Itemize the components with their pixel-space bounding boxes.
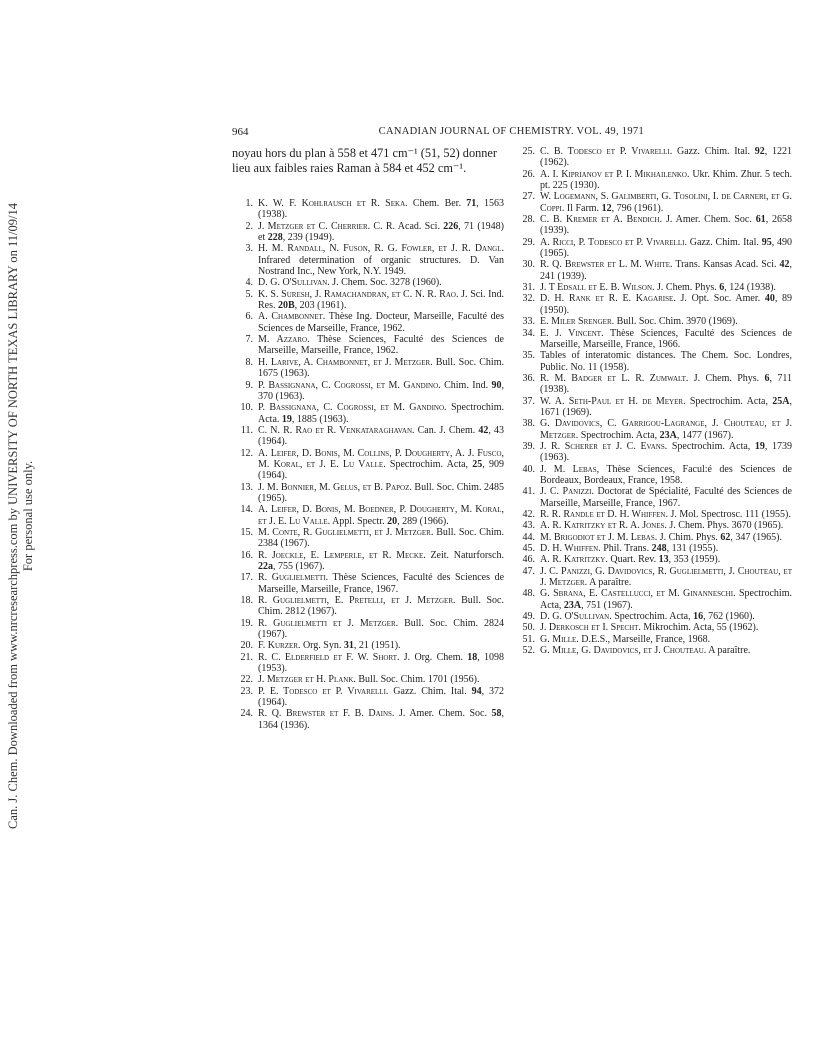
reference-volume: 228 — [267, 232, 283, 244]
reference-text: Tables of interatomic distances. The Chem. Soc. Londres, Public. No. 11 (1958). — [540, 350, 792, 373]
reference-entry — [514, 532, 792, 543]
reference-text: . J. Chim. Phys. — [654, 531, 721, 543]
reference-volume: 20B — [278, 300, 295, 312]
reference-text: . Chim. Ind. — [438, 379, 492, 391]
reference-text: . D.E.S., Marseille, France, 1968. — [576, 633, 711, 645]
reference-authors: K. W. F. Kohlrausch et R. Seka — [258, 198, 406, 209]
reference-text: . J. Org. Chem. — [397, 651, 468, 663]
reference-number: 9. — [245, 379, 253, 391]
reference-entry — [514, 373, 792, 396]
reference-text: . Bull. Soc. Chim. 2824 (1967). — [258, 617, 504, 641]
reference-authors: R. C. Elderfield et F. W. Short — [258, 651, 398, 663]
reference-number: 40. — [522, 463, 535, 475]
reference-text: . Bull. Soc. Chim. 2485 (1965). — [258, 481, 504, 504]
reference-authors: M. Azzaro — [258, 334, 308, 346]
reference-authors: R. M. Badger et L. R. Zumwalt — [540, 372, 686, 384]
reference-authors: F. Kurzer — [258, 640, 298, 652]
reference-entry — [232, 357, 504, 380]
reference-number: 46. — [522, 554, 535, 566]
left-column — [232, 146, 504, 731]
reference-text: . Thèse Ing. Docteur, Marseille, Faculté des Sciences de Marseille, France, 1962. — [258, 311, 504, 334]
reference-authors: C. N. R. Rao et R. Venkataraghavan — [258, 424, 413, 436]
reference-text: . Spectrochim. Acta, — [664, 440, 755, 452]
reference-number: 51. — [522, 633, 535, 645]
reference-number: 13. — [240, 481, 253, 493]
reference-text: . Il Farm. — [561, 202, 602, 214]
reference-number: 50. — [522, 622, 535, 634]
reference-entry — [514, 146, 792, 169]
reference-text: . J. Opt. Soc. Amer. — [673, 293, 765, 305]
reference-volume: 31 — [343, 640, 354, 652]
reference-entry — [232, 311, 504, 334]
reference-entry — [514, 645, 792, 656]
reference-authors: K. S. Suresh, J. Ramachandran, et C. N. R. Rao — [258, 288, 456, 300]
reference-volume: 42 — [478, 424, 489, 436]
reference-text: . Ukr. Khim. Zhur. 5 tech. pt. 225 (1930). — [540, 168, 792, 192]
reference-authors: P. E. Todesco et P. Vivarelli — [258, 685, 386, 697]
reference-text: . Gazz. Chim. Ital. — [684, 236, 762, 248]
reference-text: . Can. J. Chem. — [412, 424, 479, 436]
reference-entry — [232, 652, 504, 675]
reference-volume: 90 — [491, 379, 502, 391]
reference-volume: 42 — [779, 259, 790, 271]
reference-text: . Spectrochim. Acta, — [683, 395, 773, 407]
reference-authors: D. G. O'Sullivan — [540, 611, 610, 623]
reference-text: . Spectrochim. Acta, — [383, 458, 473, 470]
reference-number: 19. — [240, 617, 253, 629]
reference-text: , 1885 (1963). — [291, 413, 349, 425]
reference-text: . J. Chem. Phys. — [685, 372, 765, 384]
reference-number: 6. — [245, 311, 253, 323]
reference-text: . Infrared determination of organic structures. D. Van Nostrand Inc., New York, N.Y. 1949. — [258, 243, 504, 278]
reference-authors: G. Mille — [540, 633, 577, 645]
reference-number: 4. — [245, 277, 253, 289]
reference-authors: G. Davidovics, C. Garrigou-Lagrange, J. Chouteau, et J. Metzger — [540, 418, 792, 441]
reference-authors: J. Metzger et C. Cherrier — [258, 220, 368, 232]
reference-entry — [514, 441, 792, 464]
reference-text: . Spectrochim. Acta, — [540, 588, 792, 611]
reference-text: . Mikrochim. Acta, 55 (1962). — [638, 622, 759, 634]
reference-authors: J. R. Scherer et J. C. Evans — [540, 440, 665, 452]
reference-entry — [232, 572, 504, 595]
reference-entry — [514, 554, 792, 565]
reference-authors: C. B. Kremer et A. Bendich — [540, 214, 660, 226]
reference-authors: H. M. Randall, N. Fuson, R. G. Fowler, et J. R. Dangl — [258, 243, 502, 255]
reference-volume: 6 — [719, 282, 725, 294]
reference-entry — [514, 282, 792, 293]
reference-number: 1. — [245, 198, 253, 209]
reference-number: 23. — [240, 685, 253, 697]
reference-number: 7. — [245, 334, 253, 346]
reference-number: 48. — [522, 588, 535, 600]
reference-number: 32. — [522, 293, 535, 305]
reference-text: , 796 (1961). — [611, 202, 664, 214]
reference-number: 12. — [240, 447, 253, 459]
reference-authors: H. Larive, A. Chambonnet, et J. Metzger — [258, 356, 431, 368]
reference-text: . Gazz. Chim. Ital. — [385, 685, 472, 697]
reference-text: , 239 (1949). — [282, 232, 335, 244]
reference-authors: D. G. O'Sullivan — [258, 277, 328, 289]
reference-text: . Thèse Sciences, Faculté des Sciences de Marseille, Marseille, France, 1966. — [540, 327, 792, 350]
reference-text: , 909 (1964). — [258, 458, 504, 482]
reference-entry — [232, 482, 504, 505]
reference-number: 25. — [522, 146, 535, 157]
reference-authors: J. Derkosch et I. Specht — [540, 622, 639, 634]
reference-volume: 226 — [443, 220, 459, 232]
reference-entry — [232, 550, 504, 573]
download-watermark — [6, 186, 40, 846]
reference-authors: J. T Edsall et E. B. Wilson — [540, 282, 653, 294]
reference-text: , 751 (1967). — [581, 599, 633, 611]
reference-volume: 25 — [472, 458, 483, 470]
reference-entry — [514, 328, 792, 351]
reference-number: 43. — [522, 520, 535, 532]
reference-number: 18. — [240, 595, 253, 607]
reference-text: , 2658 (1939). — [540, 214, 793, 237]
reference-text: , 762 (1960). — [703, 611, 755, 623]
reference-entry — [514, 611, 792, 622]
reference-volume: 61 — [755, 214, 766, 226]
reference-text: . J. Amer. Chem. Soc. — [659, 214, 756, 226]
reference-entry — [514, 543, 792, 554]
reference-volume: 12 — [601, 202, 612, 214]
reference-number: 44. — [522, 531, 535, 543]
reference-volume: 92 — [754, 146, 765, 157]
body-paragraph: noyau hors du plan à 558 et 471 cm⁻¹ (51, 52) donner lieu aux faibles raies Raman à 584 et 452 cm⁻¹. — [232, 146, 497, 175]
reference-volume: 62 — [720, 531, 731, 543]
reference-authors: A. I. Kiprianov et P. I. Mikhailenko — [540, 168, 687, 180]
reference-authors: A. R. Katritzky et R. A. Jones — [540, 520, 665, 532]
reference-number: 27. — [522, 191, 535, 203]
reference-text: , 203 (1961). — [294, 300, 347, 312]
personal-use-notice: For personal use only. — [21, 460, 35, 572]
reference-number: 16. — [240, 549, 253, 561]
reference-number: 38. — [522, 418, 535, 430]
reference-authors: A. R. Katritzky — [540, 554, 606, 566]
reference-entry — [514, 293, 792, 316]
reference-authors: M. Conte, R. Guglielmetti, et J. Metzger — [258, 526, 431, 538]
reference-volume: 94 — [471, 685, 482, 697]
reference-text: , 21 (1951). — [353, 640, 401, 652]
reference-entry — [514, 622, 792, 633]
reference-entry — [232, 448, 504, 482]
reference-text: , 347 (1965). — [730, 531, 782, 543]
reference-entry — [232, 618, 504, 641]
reference-entry — [514, 396, 792, 419]
right-column — [514, 146, 792, 656]
reference-entry — [232, 380, 504, 403]
reference-volume: 6 — [764, 372, 770, 384]
journal-title: CANADIAN JOURNAL OF CHEMISTRY. VOL. 49, 1971 — [378, 126, 644, 137]
reference-entry — [514, 486, 792, 509]
reference-text: . A paraître. — [584, 577, 632, 589]
reference-authors: R. R. Randle et D. H. Whiffen — [540, 509, 666, 520]
reference-text: . Quart. Rev. — [605, 554, 659, 566]
reference-entry — [232, 425, 504, 448]
reference-authors: M. Brigodiot et J. M. Lebas — [540, 531, 655, 543]
reference-entry — [514, 237, 792, 260]
reference-text: . Doctorat de Spécialité, Faculté des Sciences de Marseille, Marseille, France, 1967. — [540, 486, 792, 509]
reference-volume: 19 — [281, 413, 292, 425]
reference-volume: 40 — [764, 293, 775, 305]
reference-list-left — [232, 198, 504, 731]
reference-entry — [514, 350, 792, 373]
reference-entry — [514, 214, 792, 237]
reference-text: . Thèse Sciences, Faculté des Sciences de Marseille, Marseille, France, 1962. — [258, 334, 504, 357]
reference-authors: J. C. Panizzi — [540, 486, 592, 498]
reference-text: , 1671 (1969). — [540, 395, 792, 418]
reference-text: . Phil. Trans. — [598, 543, 652, 555]
reference-authors: D. H. Whiffen — [540, 543, 599, 555]
reference-entry — [232, 334, 504, 357]
reference-authors: C. B. Todesco et P. Vivarelli — [540, 146, 670, 157]
reference-authors: A. Leifer, D. Bonis, M. Collins, P. Dougherty, A. J. Fusco, M. Koral, et J. E. Lu Valle — [258, 447, 504, 470]
reference-text: , 372 (1964). — [258, 685, 505, 709]
reference-text: , 490 (1965). — [540, 236, 792, 260]
reference-entry — [514, 509, 792, 520]
reference-text: . Spectrochim. Acta, — [575, 429, 660, 441]
reference-entry — [514, 520, 792, 531]
reference-text: , 1221 (1962). — [540, 146, 793, 169]
reference-number: 22. — [240, 674, 253, 686]
reference-text: . J. Sci. Ind. Res. — [258, 288, 504, 312]
reference-entry — [514, 169, 792, 192]
reference-text: . Spectrochim. Acta, — [609, 611, 694, 623]
reference-number: 52. — [522, 645, 535, 657]
reference-text: , 1364 (1936). — [258, 708, 504, 731]
reference-number: 10. — [240, 402, 253, 414]
reference-entry — [232, 289, 504, 312]
reference-number: 37. — [522, 395, 535, 407]
reference-volume: 23A — [659, 429, 677, 441]
reference-number: 24. — [240, 708, 253, 720]
reference-text: . J. Amer. Chem. Soc. — [391, 708, 492, 720]
reference-number: 39. — [522, 440, 535, 452]
reference-volume: 13 — [658, 554, 669, 566]
reference-text: , 289 (1966). — [397, 515, 449, 527]
reference-text: . J. Mol. Spectrosc. 111 (1955). — [665, 509, 791, 520]
reference-text: , 124 (1938). — [724, 282, 776, 294]
reference-volume: 58 — [491, 708, 502, 720]
reference-text: . Bull. Soc. Chim. 1701 (1956). — [353, 674, 480, 686]
reference-text: . Zeit. Naturforsch. — [423, 549, 504, 561]
reference-entry — [232, 198, 504, 221]
reference-entry — [232, 674, 504, 685]
reference-number: 26. — [522, 168, 535, 180]
reference-text: . A paraître. — [703, 645, 751, 657]
reference-authors: A. Ricci, P. Todesco et P. Vivarelli — [540, 236, 685, 248]
reference-authors: W. Logemann, S. Galimberti, G. Tosolini, I. de Carneri, et G. Coppi — [540, 191, 792, 214]
reference-entry — [232, 243, 504, 277]
reference-text: . J. Chem. Soc. 3278 (1960). — [327, 277, 442, 289]
reference-number: 28. — [522, 214, 535, 226]
reference-text: . J. Chem. Phys. 3670 (1965). — [664, 520, 784, 532]
reference-authors: R. Q. Brewster et L. M. White — [540, 259, 671, 271]
reference-entry — [232, 504, 504, 527]
reference-list-right — [514, 146, 792, 656]
download-notice-line: Can. J. Chem. Downloaded from www.nrcresearchpress.com by UNIVERSITY OF NORTH TEXAS LIBRARY on 11/09/14 — [6, 203, 20, 829]
reference-authors: J. M. Lebas — [540, 463, 597, 475]
reference-number: 35. — [522, 350, 535, 362]
reference-authors: A. Chambonnet — [258, 311, 323, 323]
reference-text: . Chem. Ber. — [405, 198, 467, 209]
reference-authors: G. Mille, G. Davidovics, et J. Chouteau — [540, 645, 704, 657]
reference-text: , 353 (1959). — [668, 554, 721, 566]
reference-authors: G. Sbrana, E. Castellucci, et M. Ginanneschi — [540, 588, 734, 600]
reference-text: , 89 (1950). — [540, 293, 793, 316]
reference-number: 14. — [240, 504, 253, 516]
reference-text: , 1563 (1938). — [258, 198, 505, 221]
reference-text: , 43 (1964). — [258, 424, 505, 448]
reference-authors: J. Metzger et H. Plank — [258, 674, 354, 686]
reference-text: , 71 (1948) et — [258, 220, 504, 244]
reference-authors: R. Q. Brewster et F. B. Dains — [258, 708, 392, 720]
reference-authors: A. Leifer, D. Bonis, M. Boedner, P. Dougherty, M. Koral, et J. E. Lu Valle — [258, 504, 504, 527]
reference-number: 8. — [245, 356, 253, 368]
reference-volume: 18 — [467, 651, 478, 663]
reference-number: 20. — [240, 640, 253, 652]
reference-number: 29. — [522, 236, 535, 248]
reference-text: , 1739 (1963). — [540, 440, 792, 464]
reference-entry — [514, 634, 792, 645]
reference-entry — [514, 418, 792, 441]
reference-volume: 248 — [651, 543, 667, 555]
reference-text: , 241 (1939). — [540, 259, 792, 282]
reference-entry — [232, 402, 504, 425]
reference-authors: R. Guglielmetti — [258, 572, 326, 584]
reference-number: 31. — [522, 282, 535, 294]
reference-authors: J. C. Panizzi, G. Davidovics, R. Guglielmetti, J. Chouteau, et J. Metzger — [540, 565, 792, 589]
reference-text: . Bull. Soc. Chim. 2812 (1967). — [258, 595, 504, 618]
reference-text: . Appl. Spectr. — [327, 515, 388, 527]
reference-number: 5. — [245, 288, 253, 300]
reference-authors: D. H. Rank et R. E. Kagarise — [540, 293, 674, 305]
running-header — [232, 126, 644, 140]
reference-text: . Bull. Soc. Chim. 2384 (1967). — [258, 526, 505, 550]
reference-authors: R. Guglielmetti, E. Pretelli, et J. Metzger — [258, 595, 454, 607]
reference-text: . Thèse Sciences, Faculté des Sciences de Marseille, Marseille, France, 1967. — [258, 572, 505, 595]
reference-number: 36. — [522, 372, 535, 384]
reference-authors: P. Bassignana, C. Cogrossi, et M. Gandino — [258, 402, 445, 414]
reference-number: 11. — [240, 424, 253, 436]
reference-authors: W. A. Seth-Paul et H. de Meyer — [540, 395, 684, 407]
reference-number: 33. — [522, 316, 535, 328]
reference-text: , 711 (1938). — [540, 372, 793, 396]
reference-entry — [232, 708, 504, 731]
reference-entry — [232, 527, 504, 550]
reference-volume: 20 — [387, 515, 398, 527]
reference-volume: 16 — [693, 611, 704, 623]
reference-authors: R. Guglielmetti et J. Metzger — [258, 617, 396, 629]
reference-entry — [514, 464, 792, 487]
reference-authors: J. M. Bonnier, M. Gelus, et B. Papoz — [258, 481, 410, 493]
reference-entry — [232, 686, 504, 709]
reference-text: . Gazz. Chim. Ital. — [669, 146, 755, 157]
reference-volume: 95 — [761, 236, 772, 248]
reference-number: 15. — [240, 526, 253, 538]
reference-number: 3. — [245, 243, 253, 255]
reference-entry — [232, 221, 504, 244]
reference-number: 42. — [522, 509, 535, 520]
page-number: 964 — [232, 126, 249, 138]
reference-number: 34. — [522, 327, 535, 339]
reference-entry — [232, 277, 504, 288]
reference-text: , Thèse Sciences, Facul:é des Sciences de Bordeaux, Bordeaux, France, 1958. — [540, 463, 792, 486]
reference-text: . Spectrochim. Acta. — [258, 402, 504, 425]
reference-volume: 71 — [466, 198, 477, 209]
reference-number: 49. — [522, 611, 535, 623]
reference-authors: P. Bassignana, C. Cogrossi, et M. Gandino — [258, 379, 439, 391]
reference-text: , 370 (1963). — [258, 379, 504, 402]
reference-number: 30. — [522, 259, 535, 271]
reference-text: . Trans. Kansas Acad. Sci. — [670, 259, 780, 271]
reference-text: . J. Chem. Phys. — [652, 282, 720, 294]
reference-entry — [514, 259, 792, 282]
reference-entry — [232, 640, 504, 651]
reference-entry — [232, 595, 504, 618]
reference-text: . Bull. Soc. Chim. 1675 (1963). — [258, 356, 504, 380]
reference-number: 17. — [240, 572, 253, 584]
reference-authors: R. Joeckle, E. Lemperle, et R. Mecke — [258, 549, 424, 561]
reference-text: , 1098 (1953). — [258, 651, 505, 675]
reference-number: 21. — [240, 651, 253, 663]
reference-authors: E. J. Vincent — [540, 327, 602, 339]
reference-number: 2. — [245, 220, 253, 232]
reference-number: 45. — [522, 543, 535, 555]
reference-volume: 25A — [772, 395, 790, 407]
reference-text: . C. R. Acad. Sci. — [367, 220, 444, 232]
reference-volume: 19 — [754, 440, 765, 452]
reference-volume: 22a — [258, 561, 273, 572]
reference-authors: E. Miler Srenger — [540, 316, 612, 328]
reference-text: , 755 (1967). — [273, 561, 325, 572]
reference-text: , 1477 (1967). — [676, 429, 734, 441]
reference-volume: 23A — [563, 599, 582, 611]
reference-entry — [514, 316, 792, 327]
reference-number: 47. — [522, 565, 535, 577]
reference-number: 41. — [522, 486, 535, 498]
reference-text: . Bull. Soc. Chim. 3970 (1969). — [611, 316, 738, 328]
reference-entry — [514, 191, 792, 214]
reference-entry — [514, 566, 792, 589]
reference-text: . Org. Syn. — [297, 640, 344, 652]
reference-entry — [514, 588, 792, 611]
reference-text: , 131 (1955). — [666, 543, 719, 555]
